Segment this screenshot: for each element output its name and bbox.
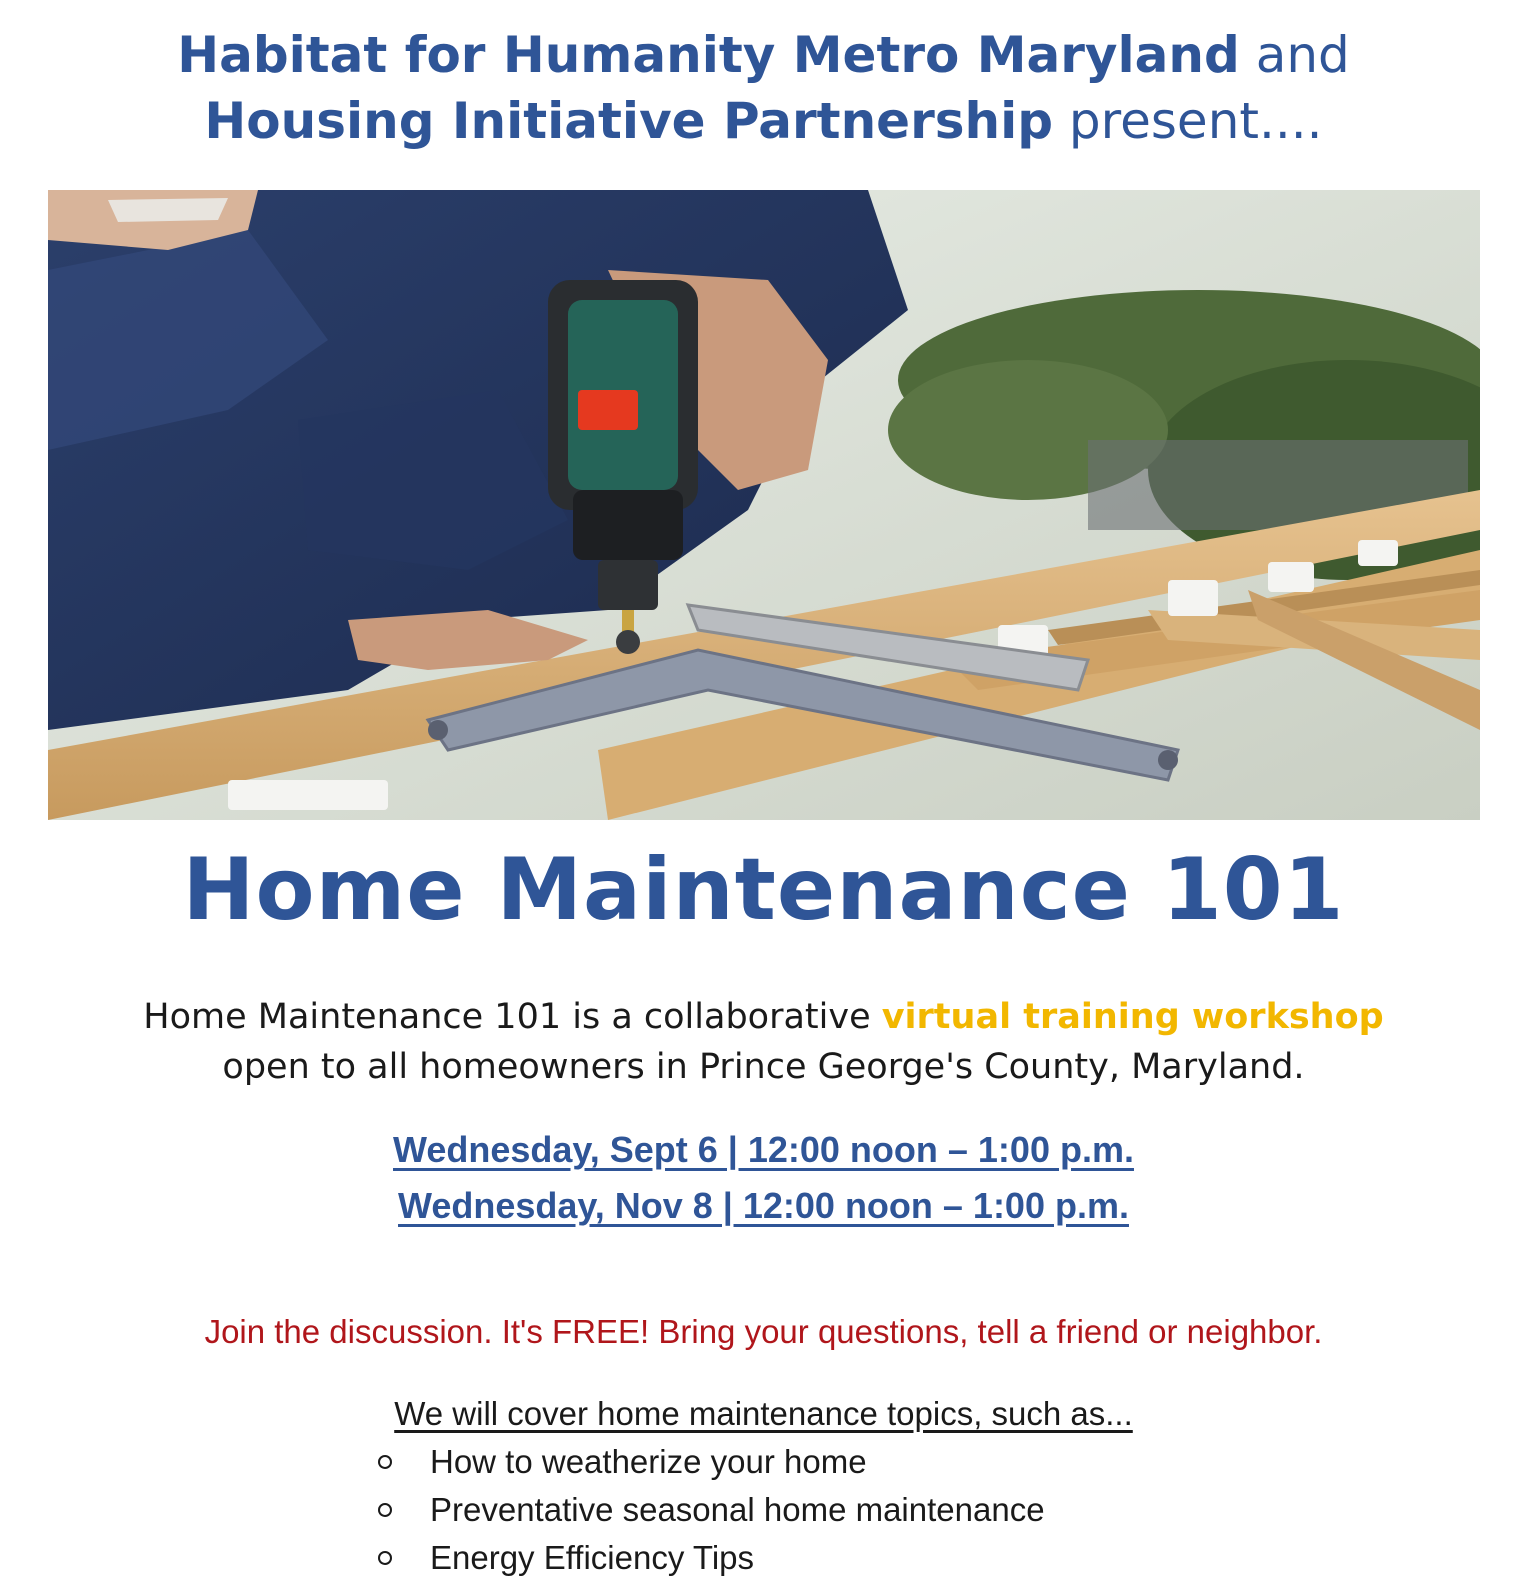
intro-text-1: Home Maintenance 101 is a collaborative — [143, 997, 882, 1037]
header-and: and — [1239, 26, 1350, 84]
header-present: present.... — [1053, 92, 1323, 150]
org-hip: Housing Initiative Partnership — [204, 92, 1054, 150]
topics-list — [378, 1438, 1045, 1582]
topics-heading — [0, 1392, 1527, 1436]
intro-paragraph — [0, 992, 1527, 1092]
list-item — [378, 1534, 1045, 1582]
topic-text: How to weatherize your home — [430, 1443, 867, 1480]
header-line-1 — [0, 22, 1527, 88]
intro-line-2: open to all homeowners in Prince George's County, Maryland. — [222, 1047, 1305, 1087]
org-habitat: Habitat for Humanity Metro Maryland — [177, 26, 1240, 84]
intro-line-1 — [0, 992, 1527, 1042]
header — [0, 22, 1527, 154]
topics-heading-text: We will cover home maintenance topics, such as... — [394, 1395, 1133, 1432]
circle-bullet-icon — [378, 1551, 392, 1565]
topic-text: Preventative seasonal home maintenance — [430, 1491, 1045, 1528]
circle-bullet-icon — [378, 1503, 392, 1517]
drill-illustration — [48, 190, 1480, 820]
topic-text: Energy Efficiency Tips — [430, 1539, 755, 1576]
page-title: Home Maintenance 101 — [182, 840, 1345, 940]
session-date-1[interactable]: Wednesday, Sept 6 | 12:00 noon – 1:00 p.m. — [393, 1129, 1134, 1170]
circle-bullet-icon — [378, 1455, 392, 1469]
list-item — [378, 1486, 1045, 1534]
join-callout: Join the discussion. It's FREE! Bring your questions, tell a friend or neighbor. — [204, 1313, 1323, 1350]
hero-photo — [48, 190, 1480, 820]
list-item — [378, 1438, 1045, 1486]
header-line-2 — [0, 88, 1527, 154]
session-date-2[interactable]: Wednesday, Nov 8 | 12:00 noon – 1:00 p.m. — [398, 1185, 1129, 1226]
session-dates — [0, 1122, 1527, 1234]
intro-highlight: virtual training workshop — [881, 997, 1384, 1037]
